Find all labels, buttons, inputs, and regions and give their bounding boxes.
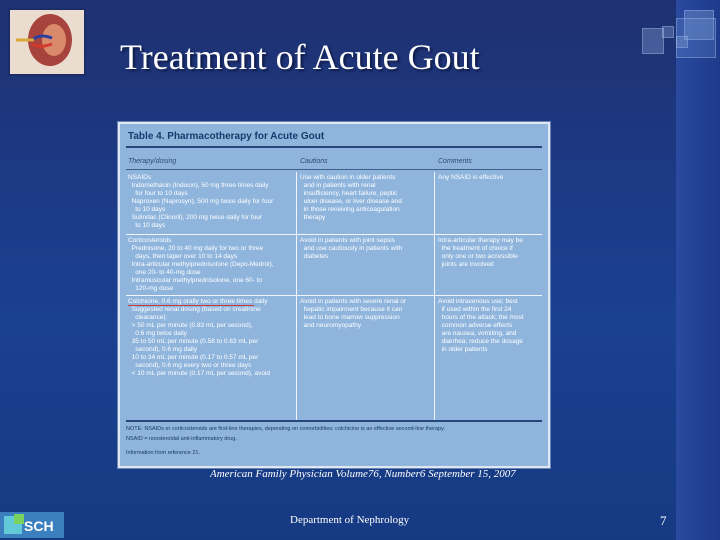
sch-logo-text: SCH [24, 518, 54, 534]
table-row-nsaids-comments: Any NSAID is effective [438, 174, 504, 181]
underline-annotation [128, 305, 254, 306]
table-abbreviation-note: NSAID = nonsteroidal anti-inflammatory drug. [126, 436, 237, 442]
table-row-colchicine-therapy: Colchicine, 0.6 mg orally two or three times daily Suggested renal dosing (based on creatinine clearance): > 50 mL per minute (0.83 mL per second), 0.6 mg twice daily 35 to 50 mL per minute (0.58 to 0.83 mL per second), 0.6 mg daily 10 to 34 mL per minute (0.17 to 0.57 mL per second), 0.6 mg every two or three days < 10 mL per minute (0.17 mL per second), avoid [128, 298, 271, 377]
column-header-comments: Comments [438, 158, 472, 165]
decorative-right-strip [676, 0, 720, 540]
table-row-corticosteroids-therapy: Corticosteroids Prednisone, 20 to 40 mg daily for two or three days, then taper over 10 to 14 days Intra-articular methylprednisolone (Depo-Medrol), one 20- to 40-mg dose Intramuscular methylprednisolone, one 60- to 120-mg dose [128, 237, 274, 292]
table-title: Table 4. Pharmacotherapy for Acute Gout [128, 131, 325, 142]
table-note: NOTE: NSAIDs or corticosteroids are first-line therapies, depending on comorbidities; colchicine is an effective second-line therapy. [126, 426, 445, 432]
table-row-corticosteroids-cautions: Avoid in patients with joint sepsis and use cautiously in patients with diabetes [300, 237, 403, 260]
source-citation: American Family Physician Volume76, Number6 September 15, 2007 [210, 468, 516, 480]
page-number: 7 [660, 513, 667, 528]
pharmacotherapy-table [118, 122, 550, 468]
table-row-colchicine-cautions: Avoid in patients with severe renal or hepatic impairment because it can lead to bone marrow suppression and neuromyopathy [300, 298, 407, 329]
table-row-nsaids-therapy: NSAIDs Indomethacin (Indocin), 50 mg three times daily for four to 10 days Naproxen (Naprosyn), 500 mg twice daily for four to 10 days Sulindac (Clinoril), 200 mg twice daily for four to 10 days [128, 174, 274, 229]
table-row-corticosteroids-comments: Intra-articular therapy may be the treatment of choice if only one or two accessible joints are involved [438, 237, 523, 268]
column-header-therapy: Therapy/dosing [128, 158, 177, 165]
sch-logo [0, 512, 64, 538]
table-reference-note: Information from reference 21. [126, 450, 200, 456]
table-row-nsaids-cautions: Use with caution in older patients and in patients with renal insufficiency, heart failure, peptic ulcer disease, or liver disease and in those receiving anticoagulation therapy [300, 174, 402, 221]
column-header-cautions: Cautions [300, 158, 328, 165]
kidney-logo [8, 8, 86, 76]
table-row-colchicine-comments: Avoid intravenous use; best if used within the first 24 hours of the attack; the most common adverse effects are nausea, vomiting, and diarrhea; reduce the dosage in older patients [438, 298, 524, 353]
slide-title: Treatment of Acute Gout [120, 37, 480, 77]
footer-department: Department of Nephrology [290, 514, 410, 526]
